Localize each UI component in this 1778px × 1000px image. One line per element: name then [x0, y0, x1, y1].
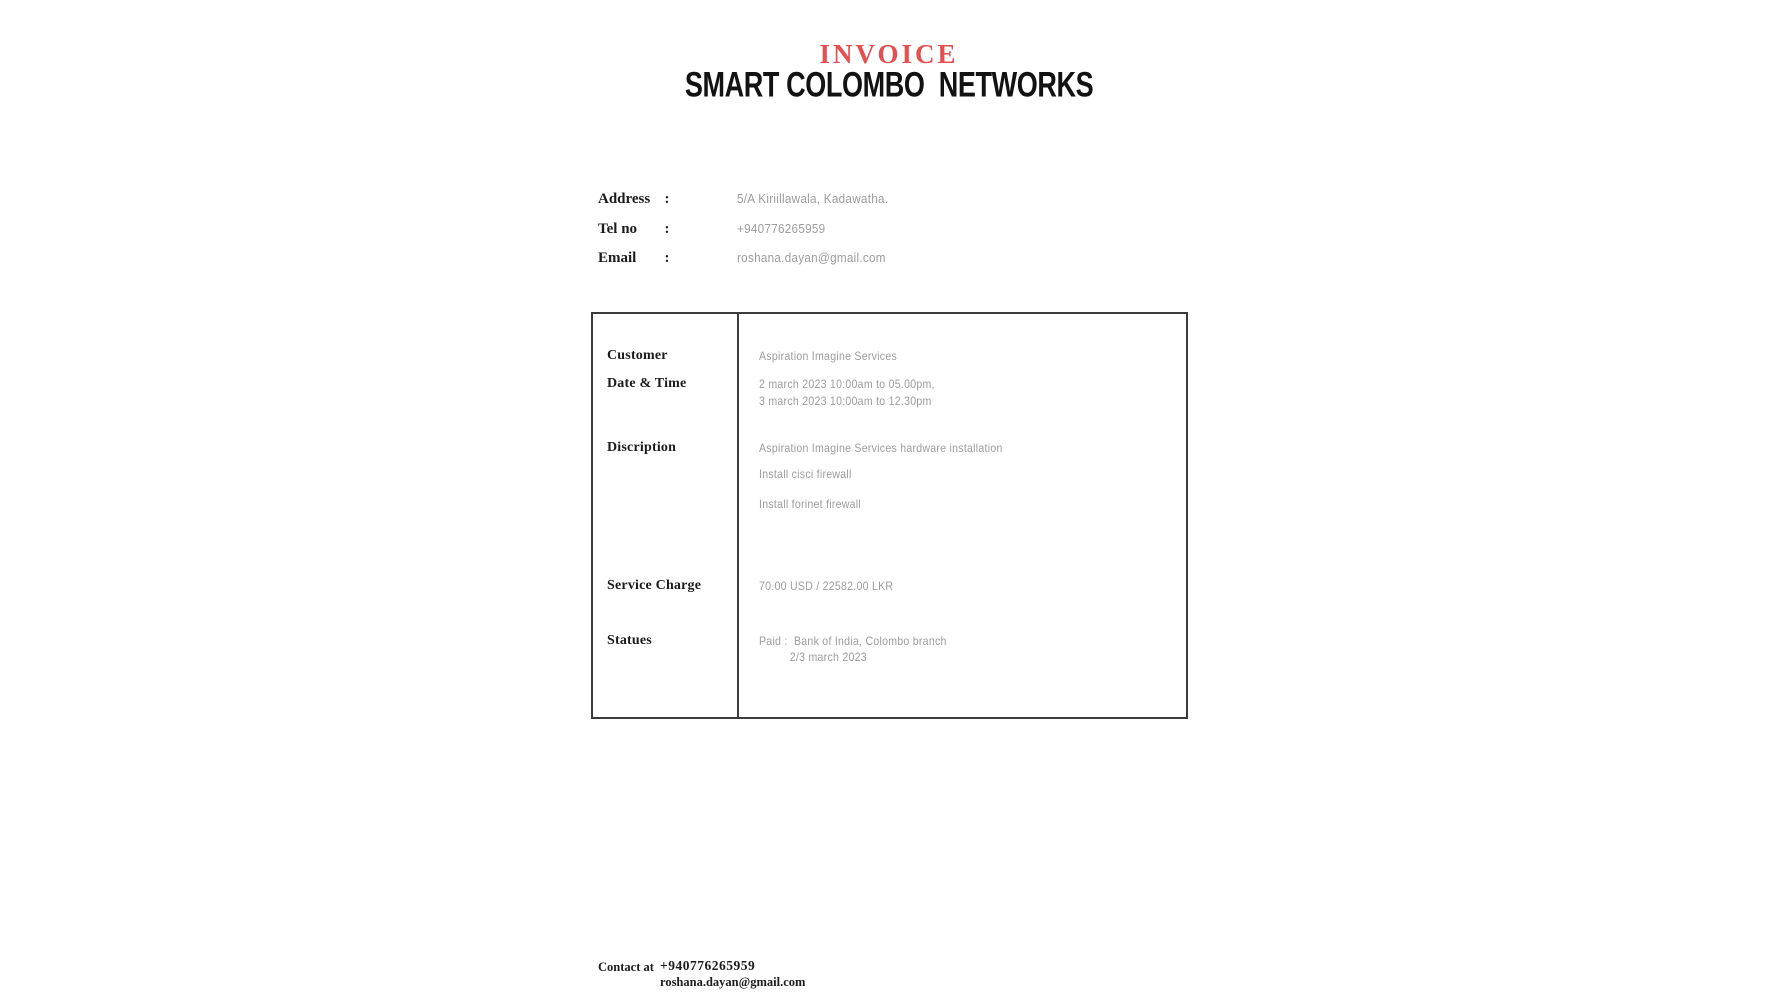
- statues-line-2: 2/3 march 2023: [789, 650, 867, 664]
- telno-value: +940776265959: [736, 221, 826, 236]
- contact-at-label: Contact at: [598, 960, 654, 974]
- date-time-value: [759, 376, 1181, 410]
- email-label: Email: [598, 250, 637, 266]
- footer-email: roshana.dayan@gmail.com: [660, 975, 806, 989]
- table-column-divider: [737, 314, 739, 717]
- contact-row-telno: [598, 220, 835, 240]
- email-value: roshana.dayan@gmail.com: [736, 250, 886, 265]
- invoice-header: [0, 39, 1778, 105]
- address-value: 5/A Kiriillawala, Kadawatha.: [736, 191, 889, 206]
- discription-label: Discription: [607, 440, 677, 455]
- customer-label: Customer: [607, 348, 668, 363]
- footer-phone: +940776265959: [660, 958, 756, 973]
- company-name: SMART COLOMBO NETWORKS: [684, 64, 1094, 105]
- customer-value: Aspiration Imagine Services: [759, 349, 898, 363]
- date-time-label: Date & Time: [607, 376, 687, 391]
- contact-row-email: [598, 249, 902, 269]
- date-time-line-1: 2 march 2023 10:00am to 05.00pm,: [759, 377, 935, 391]
- service-charge-label: Service Charge: [607, 578, 702, 593]
- statues-value: [759, 633, 1181, 665]
- invoice-title: INVOICE: [819, 39, 959, 69]
- telno-label: Tel no: [598, 221, 638, 237]
- telno-separator: :: [664, 221, 670, 237]
- statues-line-1: Paid : Bank of India, Colombo branch: [759, 634, 947, 648]
- statues-label: Statues: [607, 633, 652, 648]
- contact-row-address: [598, 190, 905, 210]
- email-separator: :: [664, 250, 670, 266]
- invoice-details-table: [591, 312, 1188, 719]
- service-charge-value: 70.00 USD / 22582.00 LKR: [759, 579, 894, 593]
- discription-line-3: Install forinet firewall: [759, 497, 862, 511]
- discription-line-1: Aspiration Imagine Services hardware installation: [759, 441, 1003, 455]
- address-separator: :: [664, 191, 670, 207]
- discription-line-2: Install cisci firewall: [759, 467, 852, 481]
- address-label: Address: [598, 191, 651, 207]
- date-time-line-2: 3 march 2023 10:00am to 12.30pm: [759, 394, 932, 408]
